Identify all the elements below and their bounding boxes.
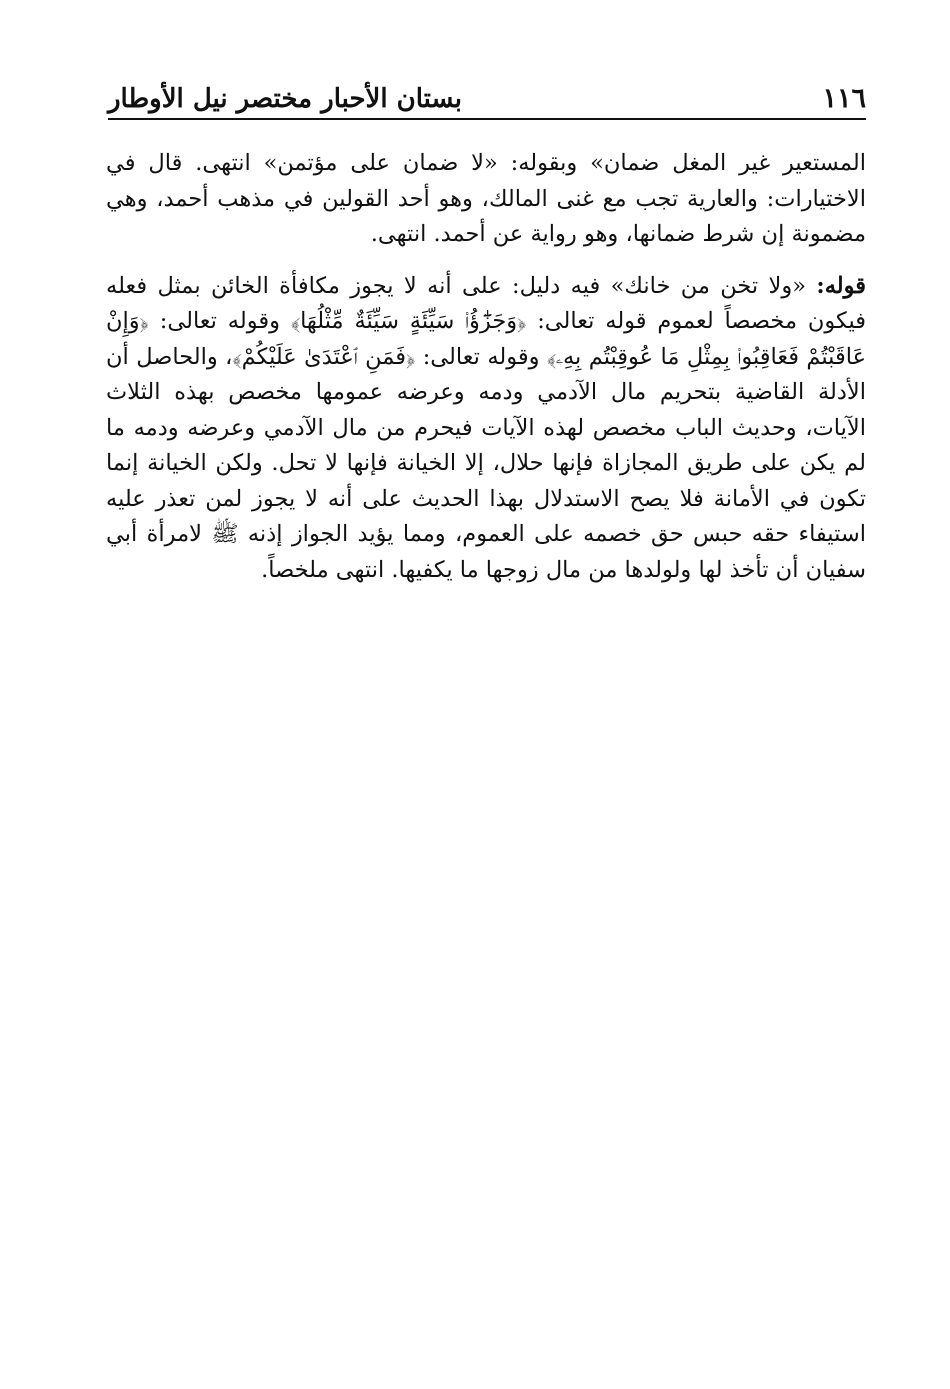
page-number: ١١٦ bbox=[822, 83, 866, 114]
paragraph-2 bbox=[106, 269, 866, 589]
paragraph-2-text-c: وقوله تعالى: bbox=[415, 343, 547, 370]
quran-verse-3: ﴿فَمَنِ ٱعْتَدَىٰ عَلَيْكُمْ﴾ bbox=[232, 343, 416, 370]
paragraph-1: المستعير غير المغل ضمان» وبقوله: «لا ضمان على مؤتمن» انتهى. قال في الاختيارات: والعارية تجب مع غنى المالك، وهو أحد القولين في مذهب أحمد، وهي مضمونة إن شرط ضمانها، وهو رواية عن أحمد. انتهى. bbox=[106, 150, 866, 247]
running-title: بستان الأحبار مختصر نيل الأوطار bbox=[108, 84, 462, 114]
quran-verse-1: ﴿وَجَزَٰٓؤُا۟ سَيِّئَةٍ سَيِّئَةٌ مِّثْلُهَا﴾ bbox=[290, 308, 527, 334]
page-body bbox=[106, 146, 866, 588]
paragraph-lead-word: قوله: bbox=[816, 272, 867, 299]
paragraph-2-text-a: «ولا تخن من خانك» فيه دليل: على أنه لا يجوز مكافأة الخائن بمثل فعله فيكون مخصصاً لعموم قوله تعالى: bbox=[106, 272, 866, 334]
paragraph-2-text-d: ، والحاصل أن الأدلة القاضية بتحريم مال الآدمي ودمه وعرضه عمومها مخصص بهذه الثلاث الآيات، وحديث الباب مخصص لهذه الآيات فيحرم من مال الآدمي وعرضه ودمه ما لم يكن على طريق المجازاة فإنها حلال، إلا الخيانة فإنها لا تحل. ولكن الخيانة إنما تكون في الأمانة فلا يصح الاستدلال بهذا الحديث على أنه لا يجوز لمن تعذر عليه استيفاء حقه حبس حق خصمه على العموم، ومما يؤيد الجواز إذنه ﷺ لامرأة أبي سفيان أن تأخذ لها ولولدها من مال زوجها ما يكفيها. انتهى ملخصاً. bbox=[106, 343, 866, 583]
paragraph-2-text-b: وقوله تعالى: bbox=[148, 308, 291, 334]
page-header bbox=[108, 76, 866, 120]
quran-verse-2: ﴿وَإِنْ عَاقَبْتُمْ فَعَاقِبُوا۟ بِمِثْلِ مَا عُوقِبْتُم بِهِۦ﴾ bbox=[106, 308, 866, 370]
